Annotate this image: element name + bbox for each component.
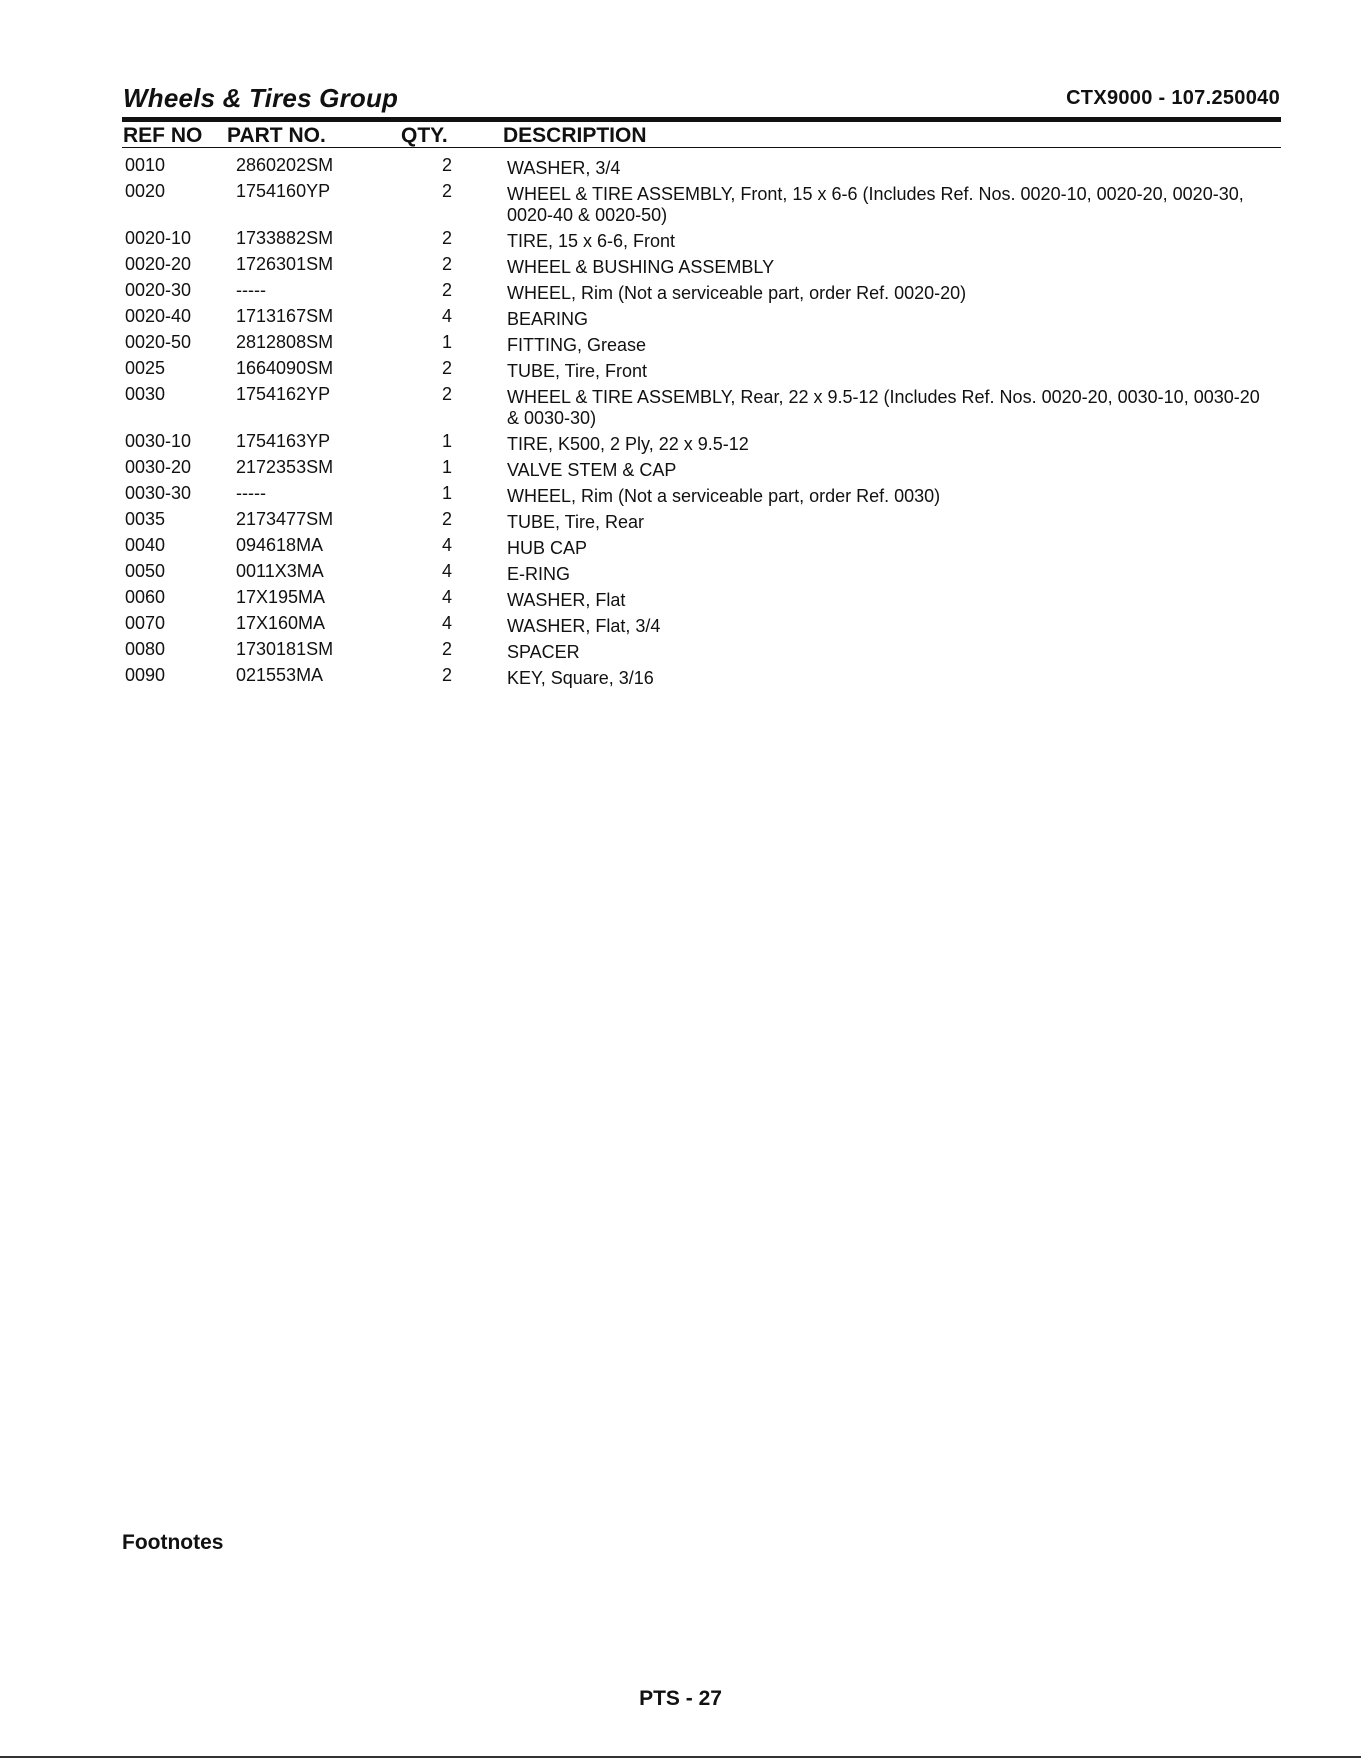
table-row [125, 355, 1280, 381]
qty-cell: 1 [441, 332, 452, 352]
page-number: PTS - 27 [639, 1687, 722, 1710]
table-row [125, 178, 1280, 225]
part-no-cell: 1733882SM [236, 228, 334, 248]
ref-no-cell: 0020-50 [125, 332, 192, 352]
qty-cell: 2 [441, 639, 452, 659]
part-no-cell: 1754162YP [236, 384, 331, 404]
part-no-cell: 1713167SM [236, 306, 334, 326]
ref-no-cell: 0090 [125, 665, 166, 685]
part-no-cell: 1730181SM [236, 639, 334, 659]
table-row [125, 662, 1280, 688]
part-no-cell: 17X160MA [236, 613, 326, 633]
description-cell: WASHER, Flat [507, 590, 626, 610]
parts-table [125, 152, 1280, 688]
table-row [125, 381, 1280, 428]
qty-cell: 2 [441, 358, 452, 378]
description-cell: TIRE, 15 x 6-6, Front [507, 231, 676, 251]
description-cell: WASHER, 3/4 [507, 158, 621, 178]
page-title: Wheels & Tires Group [123, 83, 399, 113]
column-header-part-no: PART NO. [227, 124, 326, 147]
description-cell: WHEEL & BUSHING ASSEMBLY [507, 257, 775, 277]
table-row [125, 636, 1280, 662]
ref-no-cell: 0030-10 [125, 431, 192, 451]
ref-no-cell: 0040 [125, 535, 166, 555]
bottom-rule [0, 1756, 1361, 1758]
description-cell: BEARING [507, 309, 589, 329]
description-cell: SPACER [507, 642, 580, 662]
ref-no-cell: 0050 [125, 561, 166, 581]
footnotes-label: Footnotes [122, 1531, 224, 1554]
ref-no-cell: 0020-40 [125, 306, 192, 326]
table-row [125, 329, 1280, 355]
table-row [125, 558, 1280, 584]
part-no-cell: 094618MA [236, 535, 324, 555]
table-row [125, 584, 1280, 610]
qty-cell: 2 [441, 155, 452, 175]
qty-cell: 2 [441, 228, 452, 248]
description-cell: FITTING, Grease [507, 335, 647, 355]
column-header-ref-no: REF NO [123, 124, 203, 147]
part-no-cell: 17X195MA [236, 587, 326, 607]
qty-cell: 1 [441, 483, 452, 503]
ref-no-cell: 0020 [125, 181, 166, 201]
column-header-rule [122, 147, 1281, 148]
part-no-cell: 2172353SM [236, 457, 334, 477]
ref-no-cell: 0010 [125, 155, 166, 175]
ref-no-cell: 0060 [125, 587, 166, 607]
description-cell: E-RING [507, 564, 570, 584]
part-no-cell: 2173477SM [236, 509, 334, 529]
table-row [125, 454, 1280, 480]
description-cell: WHEEL & TIRE ASSEMBLY, Rear, 22 x 9.5-12 (Includes Ref. Nos. 0020-20, 0030-10, 0030-20 & 0030-30) [507, 387, 1260, 428]
ref-no-cell: 0020-20 [125, 254, 192, 274]
part-no-cell: 1726301SM [236, 254, 334, 274]
qty-cell: 4 [441, 587, 452, 607]
qty-cell: 1 [441, 431, 452, 451]
table-row [125, 428, 1280, 454]
qty-cell: 2 [441, 280, 452, 300]
part-no-cell: 2812808SM [236, 332, 334, 352]
ref-no-cell: 0030-20 [125, 457, 192, 477]
qty-cell: 1 [441, 457, 452, 477]
table-row [125, 251, 1280, 277]
description-cell: WHEEL, Rim (Not a serviceable part, order Ref. 0020-20) [507, 283, 967, 303]
table-row [125, 152, 1280, 178]
qty-cell: 2 [441, 181, 452, 201]
description-cell: TUBE, Tire, Rear [507, 512, 645, 532]
ref-no-cell: 0030-30 [125, 483, 192, 503]
part-no-cell: 1664090SM [236, 358, 334, 378]
table-row [125, 506, 1280, 532]
part-no-cell: ----- [236, 280, 266, 300]
part-no-cell: 1754160YP [236, 181, 331, 201]
description-cell: WHEEL & TIRE ASSEMBLY, Front, 15 x 6-6 (Includes Ref. Nos. 0020-10, 0020-20, 0020-30, 0020-40 & 0020-50) [507, 184, 1244, 225]
part-no-cell: ----- [236, 483, 266, 503]
ref-no-cell: 0025 [125, 358, 166, 378]
ref-no-cell: 0035 [125, 509, 166, 529]
description-cell: HUB CAP [507, 538, 588, 558]
ref-no-cell: 0070 [125, 613, 166, 633]
model-number: CTX9000 - 107.250040 [1066, 87, 1280, 109]
ref-no-cell: 0020-30 [125, 280, 192, 300]
header-rule [122, 117, 1281, 122]
ref-no-cell: 0020-10 [125, 228, 192, 248]
description-cell: TIRE, K500, 2 Ply, 22 x 9.5-12 [507, 434, 749, 454]
ref-no-cell: 0080 [125, 639, 166, 659]
qty-cell: 2 [441, 254, 452, 274]
part-no-cell: 1754163YP [236, 431, 331, 451]
table-row [125, 532, 1280, 558]
qty-cell: 4 [441, 613, 452, 633]
qty-cell: 2 [441, 665, 452, 685]
column-header-description: DESCRIPTION [503, 124, 647, 147]
description-cell: WHEEL, Rim (Not a serviceable part, order Ref. 0030) [507, 486, 941, 506]
table-row [125, 225, 1280, 251]
table-row [125, 480, 1280, 506]
qty-cell: 4 [441, 535, 452, 555]
table-row [125, 277, 1280, 303]
part-no-cell: 021553MA [236, 665, 324, 685]
column-header-qty: QTY. [401, 124, 448, 147]
table-row [125, 303, 1280, 329]
description-cell: TUBE, Tire, Front [507, 361, 648, 381]
table-header [123, 124, 1280, 148]
page-header [123, 83, 1280, 113]
table-row [125, 610, 1280, 636]
description-cell: WASHER, Flat, 3/4 [507, 616, 661, 636]
qty-cell: 2 [441, 384, 452, 404]
qty-cell: 2 [441, 509, 452, 529]
ref-no-cell: 0030 [125, 384, 166, 404]
part-no-cell: 2860202SM [236, 155, 334, 175]
part-no-cell: 0011X3MA [236, 561, 324, 581]
description-cell: VALVE STEM & CAP [507, 460, 677, 480]
description-cell: KEY, Square, 3/16 [507, 668, 654, 688]
qty-cell: 4 [441, 561, 452, 581]
qty-cell: 4 [441, 306, 452, 326]
